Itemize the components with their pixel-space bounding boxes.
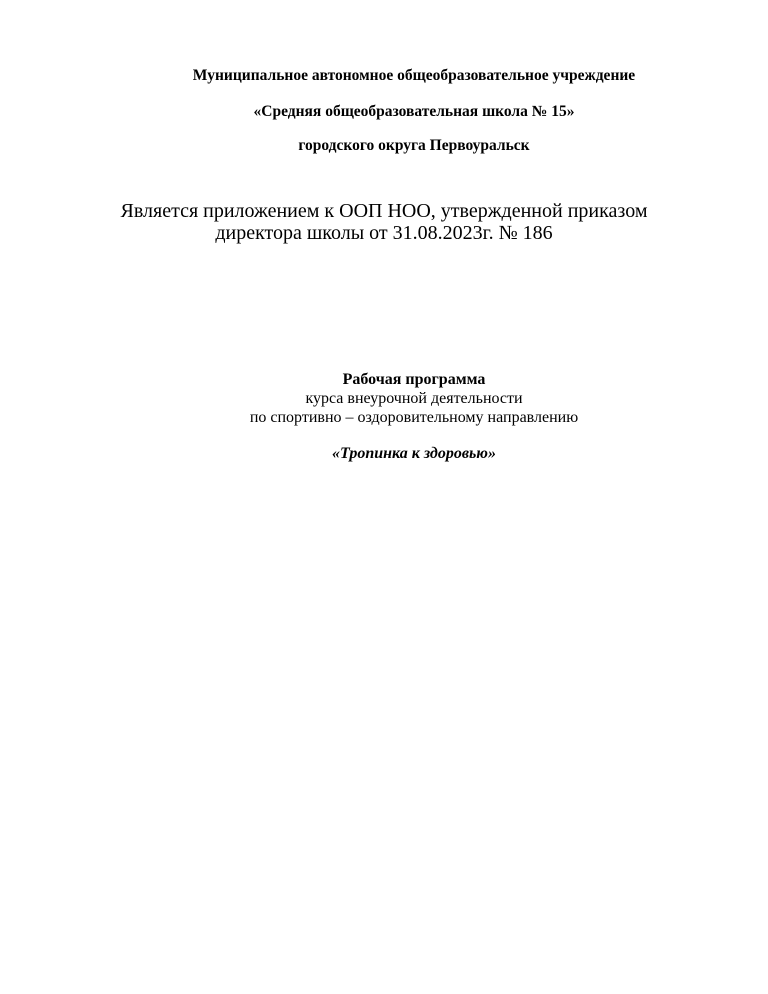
attachment-line-2: директора школы от 31.08.2023г. № 186 [215, 222, 553, 244]
program-subtitle-line-1: курса внеурочной деятельности [305, 390, 523, 407]
attachment-line-1: Является приложением к ООП НОО, утвержденной приказом [120, 200, 648, 222]
institution-line-2: «Средняя общеобразовательная школа № 15» [253, 103, 575, 120]
program-name: «Тропинка к здоровью» [332, 445, 496, 462]
program-title: Рабочая программа [342, 371, 486, 388]
program-subtitle-line-2: по спортивно – оздоровительному направлению [249, 409, 579, 426]
institution-line-3: городского округа Первоуральск [298, 137, 530, 154]
institution-line-1: Муниципальное автономное общеобразовательное учреждение [192, 67, 636, 84]
